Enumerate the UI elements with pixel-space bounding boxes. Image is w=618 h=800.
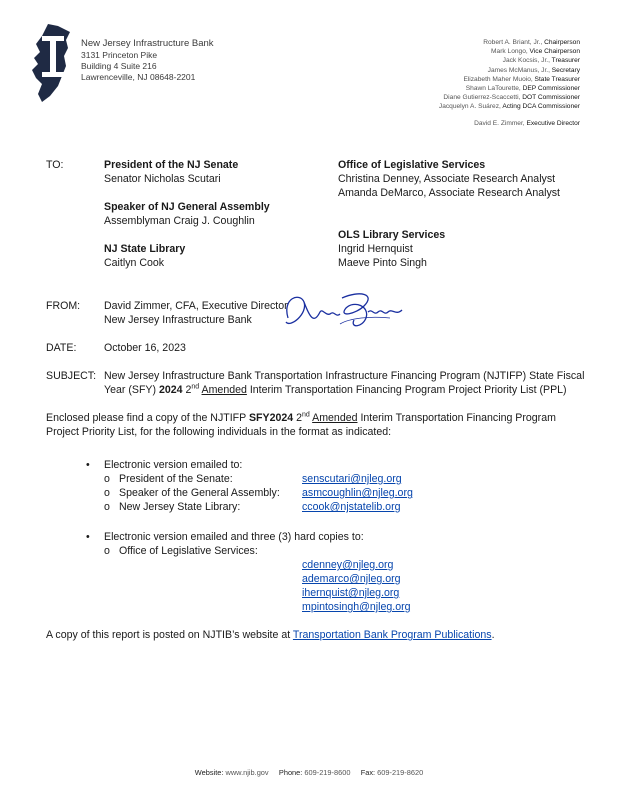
circle-bullet-icon: o bbox=[104, 545, 110, 557]
list-item: Office of Legislative Services: bbox=[119, 545, 258, 557]
publications-link[interactable]: Transportation Bank Program Publications bbox=[292, 629, 492, 641]
letterhead-address bbox=[81, 38, 214, 83]
phone-label: Phone: bbox=[278, 768, 303, 777]
from-line: David Zimmer, CFA, Executive Director bbox=[104, 300, 288, 312]
email-link[interactable]: asmcoughlin@njleg.org bbox=[302, 487, 413, 499]
email-link[interactable]: cdenney@njleg.org bbox=[302, 559, 394, 571]
board-member: Jacquelyn A. Suárez, Acting DCA Commissioner bbox=[438, 103, 580, 111]
recipient-person: Christina Denney, Associate Research Analyst bbox=[338, 173, 556, 185]
recipient-heading: Office of Legislative Services bbox=[338, 159, 486, 171]
address-line: Lawrenceville, NJ 08648-2201 bbox=[81, 72, 196, 82]
intro-paragraph-line: Enclosed please find a copy of the NJTIFP SFY2024 2nd Amended Interim Transportation Financing Program bbox=[46, 411, 556, 424]
subject-line: Year (SFY) 2024 2nd Amended Interim Transportation Financing Program Project Priority List (PPL) bbox=[104, 383, 567, 396]
intro-paragraph-line: Project Priority List, for the following individuals in the format as indicated: bbox=[46, 426, 392, 438]
email-link[interactable]: ccook@njstatelib.org bbox=[302, 501, 401, 513]
board-member: Jack Kocsis, Jr., Treasurer bbox=[502, 57, 580, 65]
bullet-icon: • bbox=[86, 459, 90, 471]
signature bbox=[280, 288, 410, 336]
board-member: Robert A. Briant, Jr., Chairperson bbox=[483, 39, 580, 46]
email-link[interactable]: mpintosingh@njleg.org bbox=[302, 601, 411, 613]
recipient-person: Maeve Pinto Singh bbox=[338, 257, 427, 269]
website-label: Website: bbox=[194, 768, 224, 777]
email-link[interactable]: ademarco@njleg.org bbox=[302, 573, 401, 585]
date-label: DATE: bbox=[46, 342, 77, 354]
fax-label: Fax: bbox=[360, 768, 376, 777]
bullet-icon: • bbox=[86, 531, 90, 543]
recipient-heading: OLS Library Services bbox=[338, 229, 446, 241]
circle-bullet-icon: o bbox=[104, 473, 110, 485]
circle-bullet-icon: o bbox=[104, 501, 110, 513]
date-value: October 16, 2023 bbox=[104, 342, 186, 354]
circle-bullet-icon: o bbox=[104, 487, 110, 499]
nj-infrastructure-bank-logo bbox=[28, 22, 76, 104]
recipient-heading: Speaker of NJ General Assembly bbox=[104, 201, 270, 213]
fax-value: 609-219-8620 bbox=[377, 768, 424, 777]
board-member: Mark Longo, Vice Chairperson bbox=[491, 48, 580, 56]
list-item: Speaker of the General Assembly: bbox=[119, 487, 280, 499]
recipient-person: Assemblyman Craig J. Coughlin bbox=[104, 215, 255, 227]
from-line: New Jersey Infrastructure Bank bbox=[104, 314, 252, 326]
email-link[interactable]: senscutari@njleg.org bbox=[302, 473, 402, 485]
org-name: New Jersey Infrastructure Bank bbox=[81, 38, 214, 49]
to-label: TO: bbox=[46, 159, 64, 171]
list-item: New Jersey State Library: bbox=[119, 501, 241, 513]
executive-director: David E. Zimmer, Executive Director bbox=[474, 119, 580, 127]
board-member: Shawn LaTourette, DEP Commissioner bbox=[465, 85, 580, 93]
recipient-person: Amanda DeMarco, Associate Research Analyst bbox=[338, 187, 560, 199]
address-line: 3131 Princeton Pike bbox=[81, 50, 158, 60]
board-list bbox=[439, 38, 580, 128]
recipient-person: Ingrid Hernquist bbox=[338, 243, 413, 255]
board-member: James McManus, Jr., Secretary bbox=[487, 66, 580, 74]
phone-value: 609-219-8600 bbox=[304, 768, 351, 777]
recipient-person: Senator Nicholas Scutari bbox=[104, 173, 221, 185]
list-item: President of the Senate: bbox=[119, 473, 233, 485]
subject-label: SUBJECT: bbox=[46, 370, 97, 382]
subject-line: New Jersey Infrastructure Bank Transportation Infrastructure Financing Program (NJTIFP) State Fiscal bbox=[104, 370, 585, 382]
website-link[interactable]: www.njib.gov bbox=[225, 768, 269, 777]
recipient-person: Caitlyn Cook bbox=[104, 257, 165, 269]
closing-line: A copy of this report is posted on NJTIB’s website at Transportation Bank Program Publications. bbox=[46, 629, 495, 641]
address-line: Building 4 Suite 216 bbox=[81, 61, 157, 71]
board-member: Elizabeth Maher Muoio, State Treasurer bbox=[463, 75, 580, 83]
board-member: Diane Gutierrez-Scaccetti, DOT Commissioner bbox=[443, 94, 580, 102]
from-label: FROM: bbox=[46, 300, 81, 312]
email-link[interactable]: ihernquist@njleg.org bbox=[302, 587, 400, 599]
recipient-heading: NJ State Library bbox=[104, 243, 186, 255]
group-title: Electronic version emailed to: bbox=[104, 459, 243, 471]
group-title: Electronic version emailed and three (3) hard copies to: bbox=[104, 531, 364, 543]
recipient-heading: President of the NJ Senate bbox=[104, 159, 239, 171]
footer bbox=[0, 768, 618, 777]
